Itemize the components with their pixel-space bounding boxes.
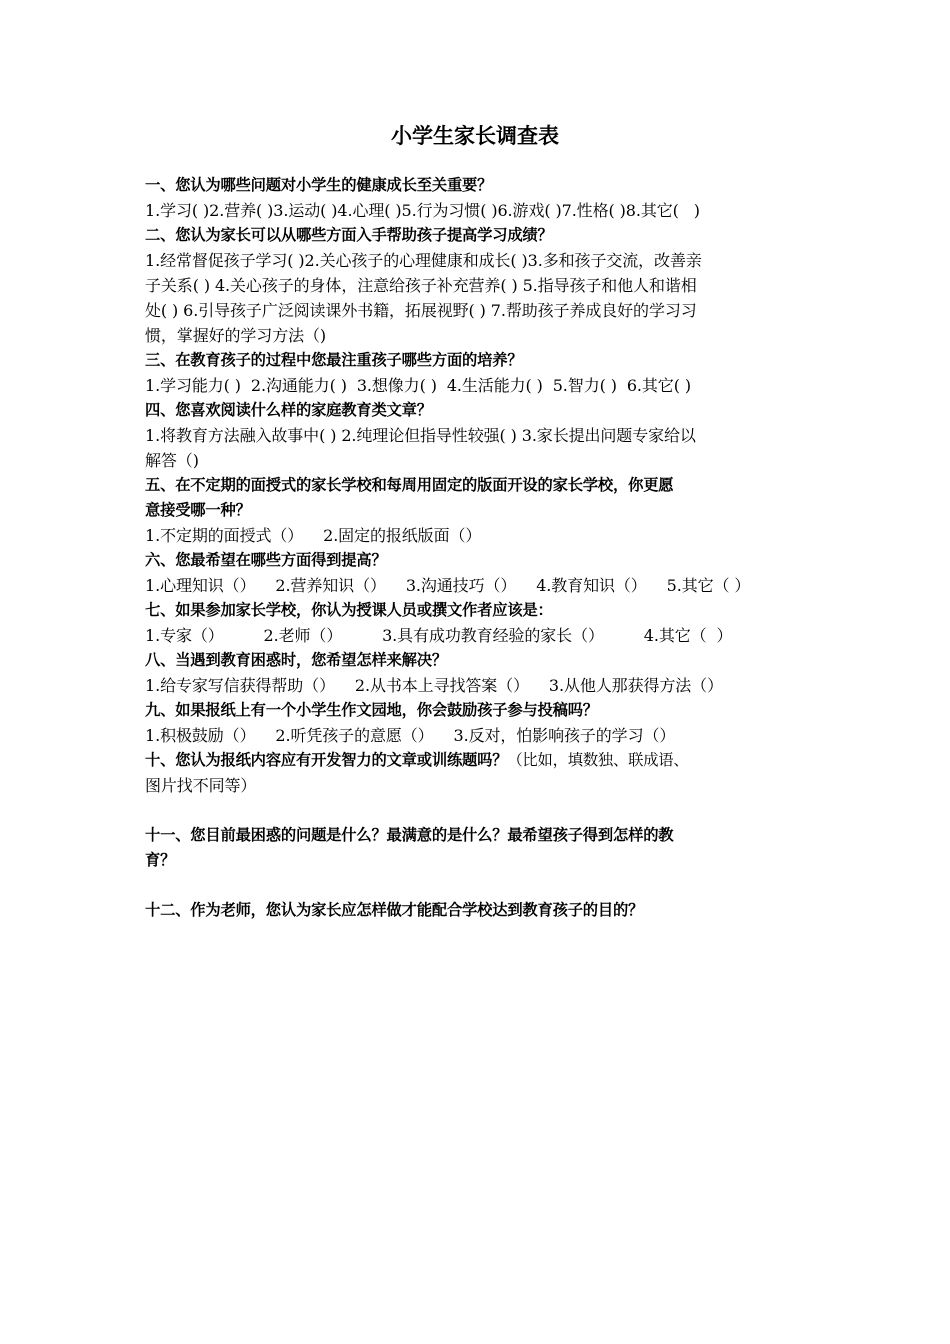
question-11-text: 十一、您目前最困惑的问题是什么？最满意的是什么？最希望孩子得到怎样的教 — [145, 826, 674, 844]
question-12-text: 十二、作为老师，您认为家长应怎样做才能配合学校达到教育孩子的目的？ — [145, 901, 644, 919]
question-5-text-continued: 意接受哪一种？ — [145, 501, 251, 519]
question-9 — [145, 698, 811, 748]
question-10-text — [145, 748, 811, 773]
options-line: 1.学习能力( ) 2.沟通能力( ) 3.想像力( ) 4.生活能力( ) 5.智力( ) 6.其它( ) — [145, 376, 691, 395]
question-4 — [145, 398, 811, 473]
question-4-text: 四、您喜欢阅读什么样的家庭教育类文章？ — [145, 401, 432, 419]
options-line: 1.将教育方法融入故事中( ) 2.纯理论但指导性较强( ) 3.家长提出问题专家给以 — [145, 426, 696, 445]
question-10-bold: 十、您认为报纸内容应有开发智力的文章或训练题吗？ — [145, 751, 508, 769]
question-8-options — [145, 673, 811, 698]
question-9-text: 九、如果报纸上有一个小学生作文园地，你会鼓励孩子参与投稿吗？ — [145, 701, 598, 719]
options-line: 1.不定期的面授式（） 2.固定的报纸版面（） — [145, 526, 482, 545]
question-2-options — [145, 248, 811, 348]
question-3-options — [145, 373, 811, 398]
question-5 — [145, 473, 811, 548]
options-line: 1.给专家写信获得帮助（） 2.从书本上寻找答案（） 3.从他人那获得方法（） — [145, 676, 723, 695]
question-7-text: 七、如果参加家长学校，你认为授课人员或撰文作者应该是： — [145, 601, 553, 619]
question-5-text: 五、在不定期的面授式的家长学校和每周用固定的版面开设的家长学校，你更愿 — [145, 476, 674, 494]
question-8 — [145, 648, 811, 698]
question-7-options — [145, 623, 811, 648]
answer-space — [145, 873, 811, 898]
question-1 — [145, 173, 811, 223]
question-6-text: 六、您最希望在哪些方面得到提高？ — [145, 551, 387, 569]
question-3 — [145, 348, 811, 398]
question-3-text: 三、在教育孩子的过程中您最注重孩子哪些方面的培养？ — [145, 351, 523, 369]
options-line: 1.经常督促孩子学习( )2.关心孩子的心理健康和成长( )3.多和孩子交流，改善亲 — [145, 251, 702, 270]
question-10 — [145, 748, 811, 798]
options-line: 解答（) — [145, 451, 199, 470]
options-line: 1.学习( )2.营养( )3.运动( )4.心理( )5.行为习惯( )6.游戏( )7.性格( )8.其它( ) — [145, 201, 700, 220]
question-10-note-continued — [145, 773, 811, 798]
question-10-note: （比如，填数独、联成语、 — [507, 751, 689, 769]
question-9-options — [145, 723, 811, 748]
question-11-text-continued: 育？ — [145, 851, 176, 869]
question-2 — [145, 223, 811, 348]
document-title: 小学生家长调查表 — [391, 123, 559, 148]
question-6 — [145, 548, 811, 598]
question-8-text: 八、当遇到教育困惑时，您希望怎样来解决？ — [145, 651, 447, 669]
options-line: 惯，掌握好的学习方法（) — [145, 326, 327, 345]
question-11 — [145, 823, 811, 873]
question-5-options — [145, 523, 811, 548]
options-line: 1.专家（） 2.老师（） 3.具有成功教育经验的家长（） 4.其它（ ） — [145, 626, 733, 645]
answer-space — [145, 798, 811, 823]
question-1-options — [145, 198, 811, 223]
question-4-options — [145, 423, 811, 473]
options-line: 1.积极鼓励（） 2.听凭孩子的意愿（） 3.反对，怕影响孩子的学习（） — [145, 726, 676, 745]
options-line: 子关系( ) 4.关心孩子的身体，注意给孩子补充营养( ) 5.指导孩子和他人和谐相 — [145, 276, 697, 295]
note-line: 图片找不同等） — [145, 776, 257, 795]
question-6-options — [145, 573, 811, 598]
question-2-text: 二、您认为家长可以从哪些方面入手帮助孩子提高学习成绩？ — [145, 226, 553, 244]
question-7 — [145, 598, 811, 648]
question-12 — [145, 898, 811, 923]
questionnaire-body — [145, 173, 811, 923]
question-1-text: 一、您认为哪些问题对小学生的健康成长至关重要？ — [145, 176, 493, 194]
options-line: 处( ) 6.引导孩子广泛阅读课外书籍，拓展视野( ) 7.帮助孩子养成良好的学习习 — [145, 301, 697, 320]
options-line: 1.心理知识（） 2.营养知识（） 3.沟通技巧（） 4.教育知识（） 5.其它（ ） — [145, 576, 751, 595]
